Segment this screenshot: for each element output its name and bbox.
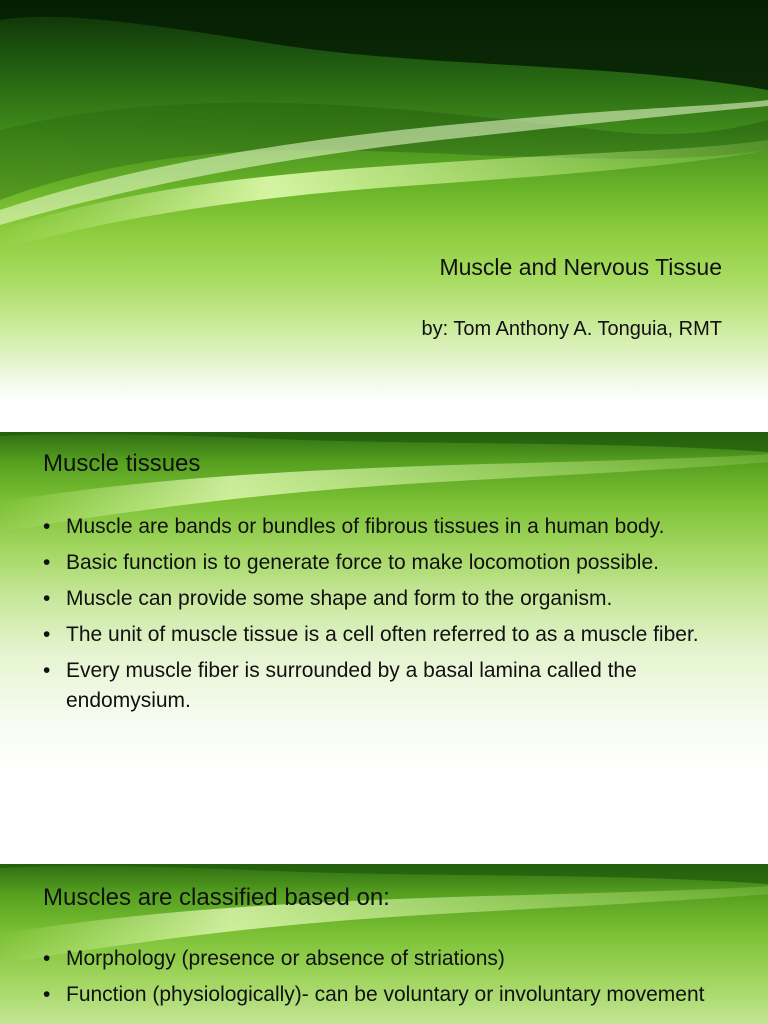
bullet-text: Every muscle fiber is surrounded by a basal lamina called the endomysium. (66, 659, 637, 712)
bullet-icon: • (43, 587, 51, 610)
bullet-icon: • (43, 623, 51, 646)
content-slide-muscle-tissues (0, 432, 768, 864)
list-item (43, 512, 733, 542)
list-item (43, 980, 733, 1010)
presentation-title: Muscle and Nervous Tissue (439, 254, 722, 280)
bullet-list (43, 512, 733, 722)
bullet-text: Morphology (presence or absence of striations) (66, 947, 505, 970)
bullet-text: Basic function is to generate force to make locomotion possible. (66, 551, 659, 574)
slide-title: Muscle tissues (43, 450, 201, 477)
list-item (43, 620, 733, 650)
bullet-text: Muscle can provide some shape and form to the organism. (66, 587, 613, 610)
bullet-text: The unit of muscle tissue is a cell often referred to as a muscle fiber. (66, 623, 699, 646)
bullet-list (43, 944, 733, 1016)
bullet-icon: • (43, 515, 51, 538)
bullet-icon: • (43, 983, 51, 1006)
list-item (43, 944, 733, 974)
bullet-text: Function (physiologically)- can be voluntary or involuntary movement (66, 983, 705, 1006)
list-item (43, 656, 733, 716)
presentation-author: by: Tom Anthony A. Tonguia, RMT (421, 318, 722, 340)
bullet-icon: • (43, 551, 51, 574)
title-slide (0, 0, 768, 432)
slide-title: Muscles are classified based on: (43, 884, 390, 911)
list-item (43, 584, 733, 614)
content-slide-muscle-classification (0, 864, 768, 1024)
bullet-text: Muscle are bands or bundles of fibrous tissues in a human body. (66, 515, 665, 538)
bullet-icon: • (43, 947, 51, 970)
list-item (43, 548, 733, 578)
bullet-icon: • (43, 659, 51, 682)
green-swoosh-decoration (0, 0, 768, 432)
